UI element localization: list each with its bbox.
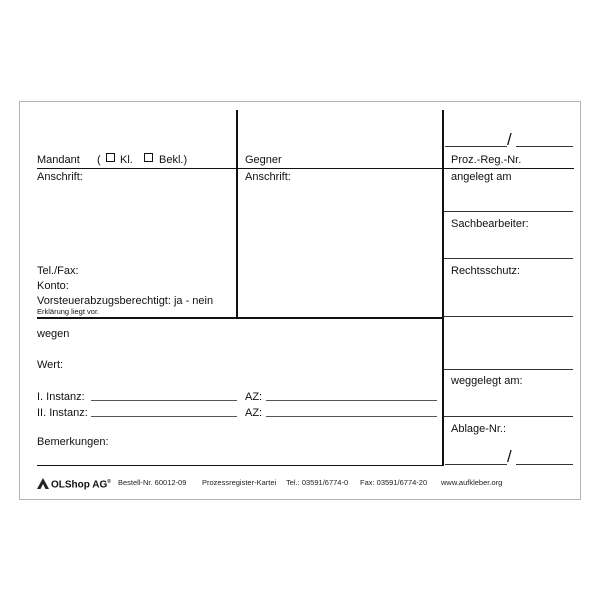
rule-right-5 [444, 416, 573, 417]
prozreg-field-part1[interactable] [445, 146, 507, 147]
prozreg-slash: / [507, 130, 512, 149]
bekl-checkbox[interactable] [144, 153, 153, 162]
brand-logo-icon [37, 476, 49, 488]
bekl-label: Bekl.) [159, 154, 188, 166]
konto-label: Konto: [37, 280, 69, 292]
erklaerung-label: Erklärung liegt vor. [37, 307, 100, 316]
footer-tel: Tel.: 03591/6774-0 [286, 478, 349, 487]
register-card [19, 101, 581, 500]
instanz1-field[interactable] [91, 400, 237, 401]
rechtsschutz-label: Rechtsschutz: [451, 265, 521, 277]
footer-fax: Fax: 03591/6774-20 [360, 478, 428, 487]
rule-right-3 [444, 316, 573, 317]
brand-mark: ® [107, 479, 111, 485]
az2-label: AZ: [245, 407, 263, 419]
footer-product: Prozessregister-Kartei [202, 478, 277, 487]
mandant-label: Mandant [37, 154, 80, 166]
instanz2-field[interactable] [91, 416, 237, 417]
rule-right-1 [444, 211, 573, 212]
ablage-field-part1[interactable] [445, 464, 507, 465]
prozreg-field-part2[interactable] [516, 146, 573, 147]
sachbearbeiter-label: Sachbearbeiter: [451, 218, 529, 230]
ablage-field-part2[interactable] [516, 464, 573, 465]
gegner-label: Gegner [245, 154, 282, 166]
brand-name: OLShop AG® [51, 479, 111, 491]
ablage-label: Ablage-Nr.: [451, 423, 507, 435]
prozreg-label: Proz.-Reg.-Nr. [451, 154, 522, 166]
divider-left-middle [236, 110, 238, 318]
mandant-anschrift-label: Anschrift: [37, 171, 83, 183]
az1-label: AZ: [245, 391, 263, 403]
angelegt-label: angelegt am [451, 171, 512, 183]
instanz1-label: I. Instanz: [37, 391, 85, 403]
footer-bestell: Bestell-Nr. 60012-09 [118, 478, 187, 487]
vorsteuer-label: Vorsteuerabzugsberechtigt: ja - nein [37, 295, 214, 307]
rule-header [37, 168, 574, 169]
gegner-anschrift-label: Anschrift: [245, 171, 291, 183]
kl-checkbox[interactable] [106, 153, 115, 162]
rule-right-2 [444, 258, 573, 259]
telfax-label: Tel./Fax: [37, 265, 79, 277]
az2-field[interactable] [266, 416, 437, 417]
wert-label: Wert: [37, 359, 64, 371]
kl-label: Kl. [120, 154, 133, 166]
rule-bottom [37, 465, 443, 466]
wegen-label: wegen [37, 328, 70, 340]
divider-right-column [442, 110, 444, 466]
footer-web: www.aufkleber.org [441, 478, 503, 487]
instanz2-label: II. Instanz: [37, 407, 88, 419]
bemerkungen-label: Bemerkungen: [37, 436, 109, 448]
ablage-slash: / [507, 447, 512, 466]
rule-right-4 [444, 369, 573, 370]
rule-upper-section [37, 317, 443, 319]
az1-field[interactable] [266, 400, 437, 401]
paren-open: ( [97, 154, 101, 166]
weggelegt-label: weggelegt am: [451, 375, 523, 387]
